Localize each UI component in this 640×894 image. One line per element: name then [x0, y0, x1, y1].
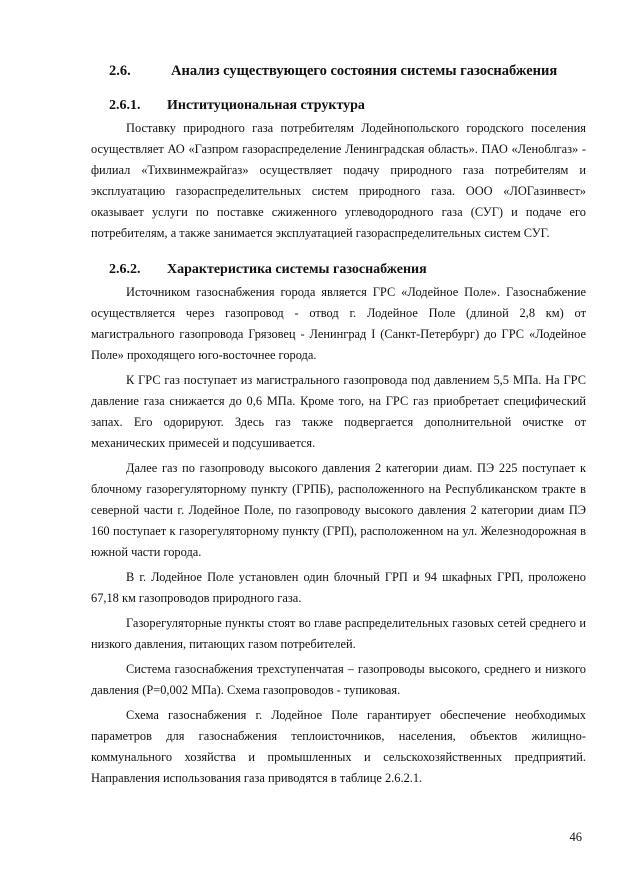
section-title: Анализ существующего состояния системы газоснабжения: [171, 63, 558, 79]
section-title: Характеристика системы газоснабжения: [167, 262, 427, 277]
paragraph: В г. Лодейное Поле установлен один блочный ГРП и 94 шкафных ГРП, проложено 67,18 км газопроводов природного газа.: [91, 570, 586, 605]
section-title: Институциональная структура: [167, 98, 365, 113]
section-number: 2.6.2.: [109, 262, 141, 277]
paragraph: Схема газоснабжения г. Лодейное Поле гарантирует обеспечение необходимых параметров для газоснабжения теплоисточников, населения, объектов жилищно-коммунального хозяйства и промышленных и сельскохозяйственных предприятий. Направления использования газа приводятся в таблице 2.6.2.1.: [91, 708, 586, 785]
section-number: 2.6.: [109, 63, 131, 79]
paragraph: Далее газ по газопроводу высокого давления 2 категории диам. ПЭ 225 поступает к блочному газорегуляторному пункту (ГРПБ), расположенного на Республиканском тракте в северной части г. Лодейное Поле, по газопроводу высокого давления 2 категории диам ПЭ 160 поступает к газорегуляторному пункту (ГРП), расположенном на ул. Железнодорожная в южной части города.: [91, 461, 586, 559]
paragraph: Поставку природного газа потребителям Лодейнопольского городского поселения осуществляет АО «Газпром газораспределение Ленинградская область». ПАО «Леноблгаз» - филиал «Тихвинмежрайгаз» осуществляет подачу природного газа потребителям и эксплуатацию газораспределительных систем природного газа. ООО «ЛОГазинвест» оказывает услуги по поставке сжиженного углеводородного газа (СУГ) и подаче его потребителям, а также занимается эксплуатацией газораспределительных систем СУГ.: [91, 121, 586, 240]
section-heading-2-6-1: [91, 96, 586, 116]
paragraph: Система газоснабжения трехступенчатая – газопроводы высокого, среднего и низкого давления (Р=0,002 МПа). Схема газопроводов - тупиковая.: [91, 662, 586, 697]
section-number: 2.6.1.: [109, 98, 141, 113]
section-heading-2-6: [91, 60, 586, 82]
section-heading-2-6-2: [91, 260, 586, 280]
paragraph: К ГРС газ поступает из магистрального газопровода под давлением 5,5 МПа. На ГРС давление газа снижается до 0,6 МПа. Кроме того, на ГРС газ приобретает специфический запах. Его одорируют. Здесь газ также подвергается дополнительной очистке от механических примесей и подсушивается.: [91, 373, 586, 450]
page-number: 46: [569, 830, 582, 844]
paragraph: Газорегуляторные пункты стоят во главе распределительных газовых сетей среднего и низкого давления, питающих газом потребителей.: [91, 616, 586, 651]
paragraph: Источником газоснабжения города является ГРС «Лодейное Поле». Газоснабжение осуществляется через газопровод - отвод г. Лодейное Поле (длиной 2,8 км) от магистрального газопровода Грязовец - Ленинград I (Санкт-Петербург) до ГРС «Лодейное Поле» проходящего юго-восточнее города.: [91, 285, 586, 362]
page-content: [91, 60, 586, 789]
